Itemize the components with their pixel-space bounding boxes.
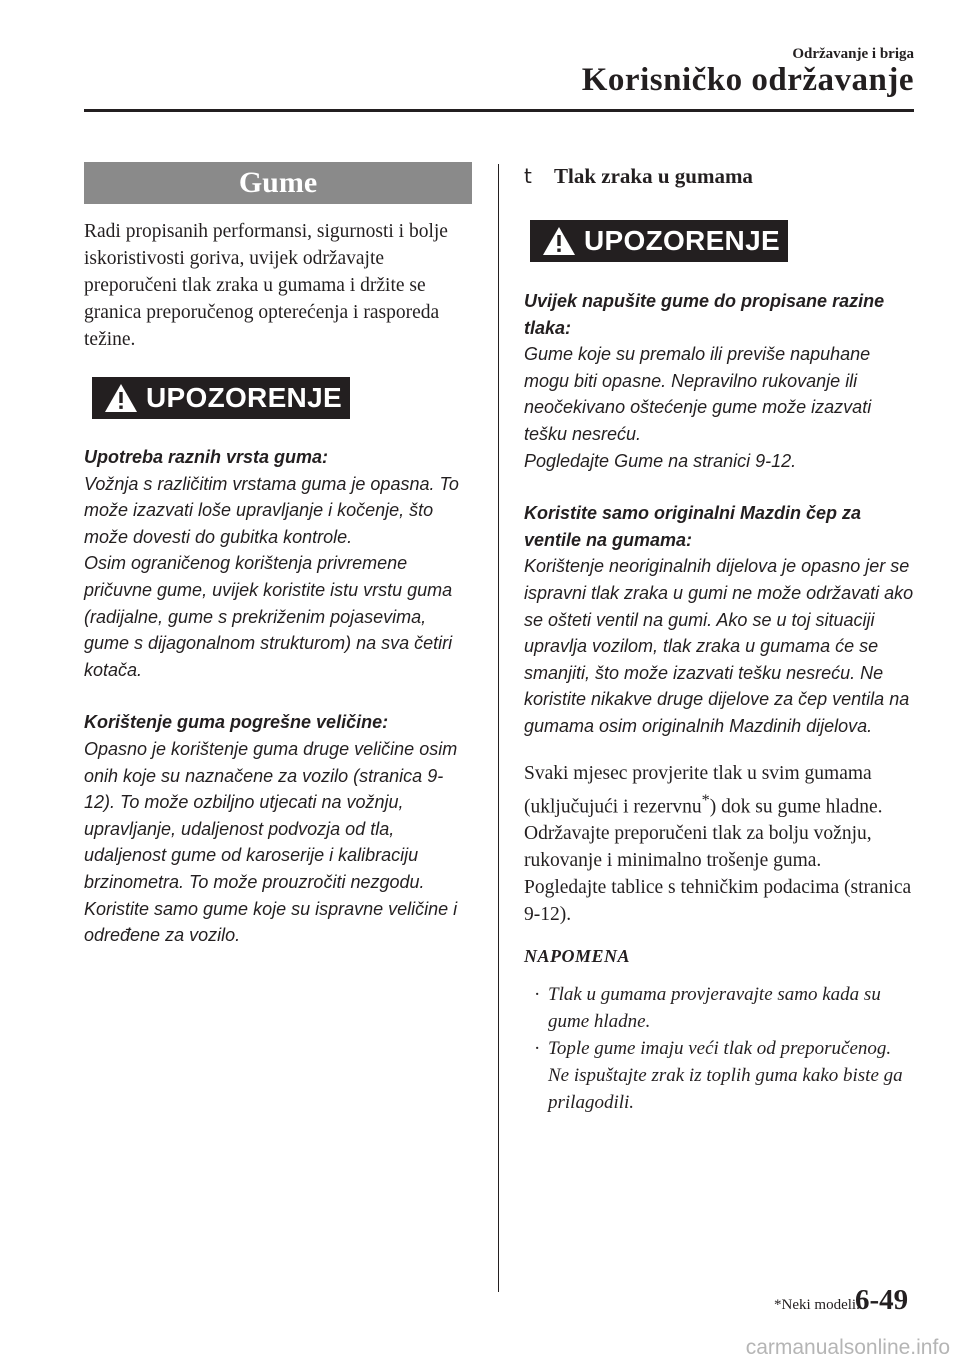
body-paragraph <box>524 760 916 875</box>
warning-label: UPOZORENJE <box>584 225 780 256</box>
list-item: · Tlak u gumama provjeravajte samo kada su gume hladne. <box>534 984 881 1032</box>
warning-heading: Uvijek napušite gume do propisane razine tlaka: <box>524 291 885 338</box>
body-text-part: ) dok su gume hladne. Održavajte preporučeni tlak za bolju vožnju, rukovanje i minimalno trošenje guma. <box>524 796 883 871</box>
warning-badge <box>530 220 788 262</box>
warning-heading: Korištenje guma pogrešne veličine: <box>84 712 389 733</box>
left-column <box>84 162 472 949</box>
warning-text: Osim ograničenog korištenja privremene pričuvne gume, uvijek koristite istu vrstu guma (radijalne, gume s prekriženim pojasevima, gume s dijagonalnom strukturom) na sva četiri kotača. <box>84 553 453 680</box>
warning-label: UPOZORENJE <box>146 382 342 413</box>
warning-triangle-icon <box>542 226 576 256</box>
intro-paragraph: Radi propisanih performansi, sigurnosti i bolje iskoristivosti goriva, uvijek održavajte preporučeni tlak zraka u gumama i držite se granica preporučenog opterećenja i rasporeda težine. <box>84 221 448 350</box>
warning-text: Korištenje neoriginalnih dijelova je opasno jer se ispravni tlak zraka u gumi ne može održavati ako se ošteti ventil na gumi. Ako se u toj situaciji upravlja vozilom, tlak zraka u gumama će se smanjiti, što može izazvati tešku nesreću. Ne koristite nikakve druge dijelove za čep ventila na gumama osim originalnih Mazdinih dijelova. <box>524 556 914 736</box>
warning-text: Vožnja s različitim vrstama guma je opasna. To može izazvati loše upravljanje i kočenje, što može dovesti do gubitka kontrole. <box>84 473 459 547</box>
subsection-title: Tlak zraka u gumama <box>554 163 753 188</box>
warning-text: Opasno je korištenje guma druge veličine osim onih koje su naznačene za vozilo (stranica 9-12). To može ozbiljno utjecati na vožnju, upravljanje, udaljenost podvozja od tla, udaljenost gume od karoserije i kalibraciju brzinometra. To može prouzročiti nezgodu. Koristite samo gume koje su ispravne veličine i određene za vozilo. <box>84 738 458 946</box>
warning-text-left <box>84 444 472 949</box>
header-rule <box>84 109 914 112</box>
column-divider <box>498 164 499 1292</box>
warning-badge <box>92 377 350 419</box>
running-header-title: Korisničko održavanje <box>581 62 914 98</box>
warning-text: Gume koje su premalo ili previše napuhane mogu biti opasne. Nepravilno rukovanje ili neočekivano oštećenje gume može izazvati tešku nesreću. <box>524 344 872 444</box>
note-list <box>524 981 916 1116</box>
footnote: *Neki modeli. <box>774 1297 860 1313</box>
section-title-bar: Gume <box>84 162 472 204</box>
note-text: Tlak u gumama provjeravajte samo kada su gume hladne. <box>548 984 881 1032</box>
subsection-heading <box>524 162 916 190</box>
subsection-marker: t <box>524 164 532 188</box>
right-column <box>524 162 916 1116</box>
warning-heading: Koristite samo originalni Mazdin čep za ventile na gumama: <box>524 503 862 550</box>
watermark: carmanualsonline.info <box>745 1336 950 1359</box>
body-text-part: Svaki mjesec provjerite tlak u svim gumama (uključujući i rezervnu <box>524 762 872 817</box>
body-paragraph: Pogledajte tablice s tehničkim podacima (stranica 9-12). <box>524 877 912 925</box>
list-item: · Tople gume imaju veći tlak od preporučenog. Ne ispuštajte zrak iz toplih guma kako biste ga prilagodili. <box>534 1038 903 1113</box>
warning-heading: Upotreba raznih vrsta guma: <box>84 447 329 467</box>
page-number: 6-49 <box>855 1284 909 1316</box>
warning-text: Pogledajte Gume na stranici 9-12. <box>524 450 797 471</box>
note-text: Tople gume imaju veći tlak od preporučenog. Ne ispuštajte zrak iz toplih guma kako biste ga prilagodili. <box>548 1038 903 1113</box>
note-title: NAPOMENA <box>524 946 631 966</box>
warning-text-right <box>524 288 916 740</box>
warning-triangle-icon <box>104 383 138 413</box>
running-header-section: Održavanje i briga <box>792 46 914 62</box>
footnote-marker: * <box>701 790 710 809</box>
